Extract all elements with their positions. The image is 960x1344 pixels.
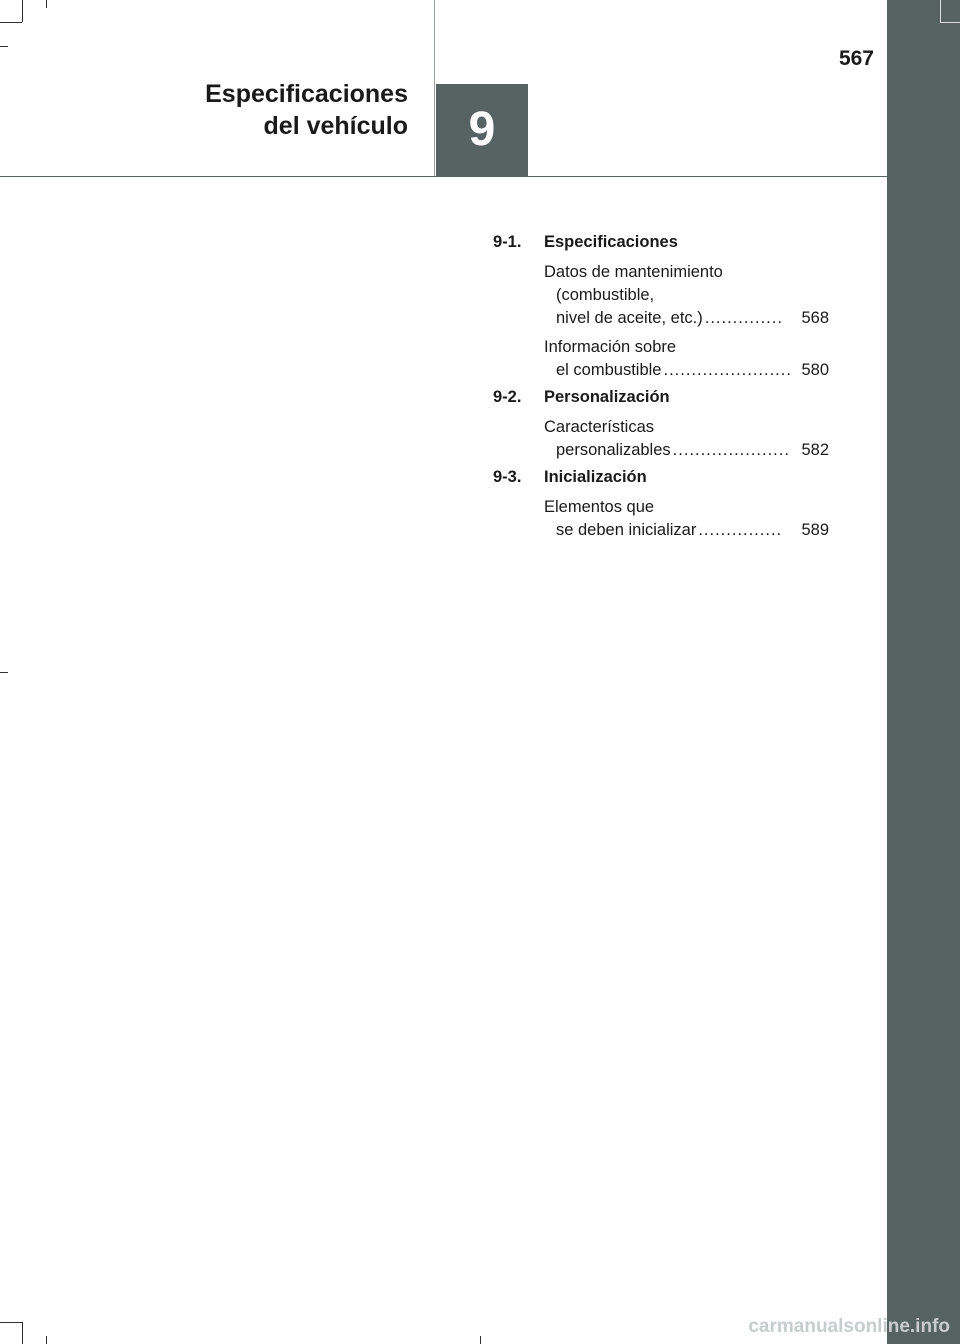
footer-watermark: carmanualsonline.info	[748, 1316, 950, 1337]
crop-mark	[940, 0, 941, 22]
toc-entry-text: (combustible,	[556, 286, 655, 304]
chapter-title	[205, 78, 408, 142]
chapter-tab	[436, 84, 528, 176]
header-vertical-rule	[434, 0, 435, 176]
toc-section[interactable]	[493, 233, 829, 257]
toc-entry-last-line	[544, 307, 829, 330]
chapter-title-line2: del vehículo	[263, 112, 408, 140]
toc-page-number: 589	[801, 521, 829, 539]
toc-entry[interactable]	[544, 261, 829, 330]
crop-mark	[480, 1336, 481, 1344]
page-number: 567	[838, 47, 874, 70]
toc-entry-last-line	[544, 519, 829, 542]
toc-leader-dots: ..............	[704, 309, 783, 327]
toc-entry-text: nivel de aceite, etc.)	[556, 309, 703, 327]
toc-page-number: 580	[801, 361, 829, 379]
header-divider	[0, 176, 887, 177]
crop-mark	[0, 22, 22, 23]
toc-section-title: Inicialización	[544, 468, 647, 486]
toc-section[interactable]	[493, 468, 829, 492]
toc-entry-text: se deben inicializar	[556, 521, 697, 539]
crop-mark	[0, 1322, 22, 1323]
toc-section-number: 9-3.	[493, 468, 522, 486]
crop-mark	[46, 1336, 47, 1344]
toc-section-title: Personalización	[544, 388, 670, 406]
toc-section-number: 9-1.	[493, 233, 522, 251]
toc-entry-last-line	[544, 439, 829, 462]
crop-mark	[22, 0, 23, 22]
crop-mark	[0, 46, 8, 47]
toc-entry-text: personalizables	[556, 441, 671, 459]
toc-entry-text: el combustible	[556, 361, 662, 379]
toc-section-title: Especificaciones	[544, 233, 678, 251]
toc-page-number: 568	[801, 309, 829, 327]
toc-entry[interactable]	[544, 336, 829, 382]
toc-leader-dots: .....................	[672, 441, 790, 459]
crop-mark	[0, 672, 8, 673]
toc-entry[interactable]	[544, 416, 829, 462]
chapter-number: 9	[468, 103, 496, 156]
toc-leader-dots: .......................	[663, 361, 792, 379]
side-tab-band	[887, 0, 960, 1344]
toc-entry-text: Características	[544, 418, 655, 436]
chapter-title-line1: Especificaciones	[205, 80, 408, 108]
toc-entry-last-line	[544, 359, 829, 382]
crop-mark	[940, 22, 960, 23]
toc-section[interactable]	[493, 388, 829, 412]
toc-page-number: 582	[801, 441, 829, 459]
toc-leader-dots: ...............	[698, 521, 783, 539]
table-of-contents	[493, 233, 829, 548]
toc-entry-text: Información sobre	[544, 338, 677, 356]
toc-entry[interactable]	[544, 496, 829, 542]
toc-entry-text: Datos de mantenimiento	[544, 263, 723, 281]
toc-section-number: 9-2.	[493, 388, 522, 406]
crop-mark	[22, 1322, 23, 1344]
toc-entry-text: Elementos que	[544, 498, 655, 516]
crop-mark	[46, 0, 47, 8]
